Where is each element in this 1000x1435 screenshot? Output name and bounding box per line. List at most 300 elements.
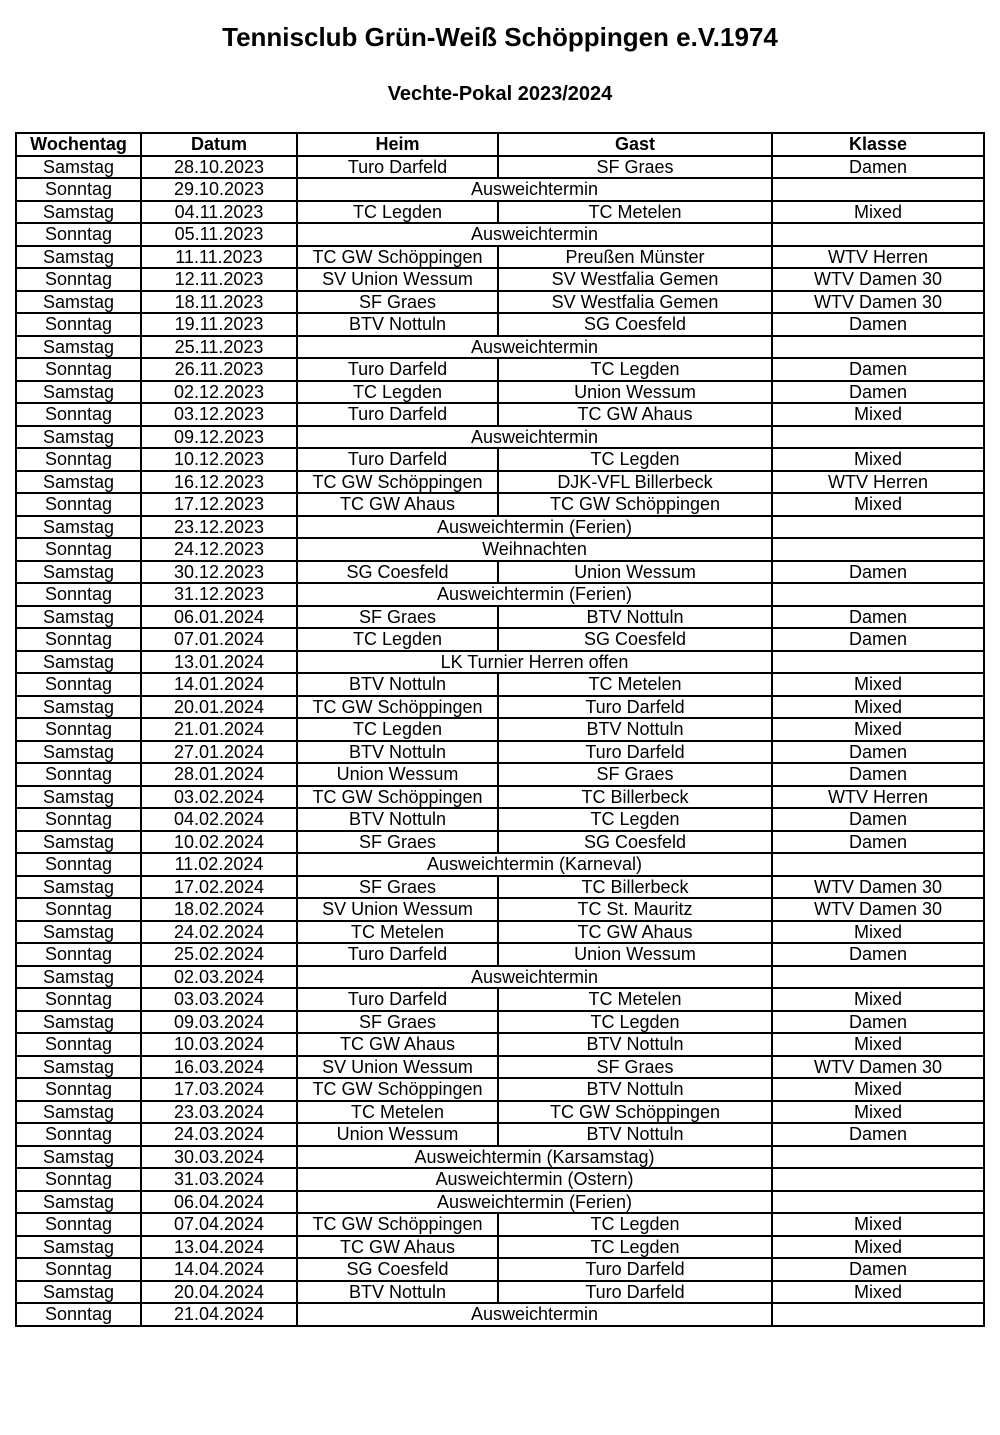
cell-datum: 27.01.2024 xyxy=(141,741,297,764)
cell-gast: TC Metelen xyxy=(498,201,772,224)
cell-heim: TC Legden xyxy=(297,201,498,224)
table-row xyxy=(16,1123,984,1146)
cell-wochentag: Sonntag xyxy=(16,448,141,471)
cell-datum: 13.04.2024 xyxy=(141,1236,297,1259)
cell-gast: TC Legden xyxy=(498,1236,772,1259)
cell-wochentag: Sonntag xyxy=(16,538,141,561)
cell-datum: 28.01.2024 xyxy=(141,763,297,786)
cell-gast: Union Wessum xyxy=(498,381,772,404)
cell-wochentag: Samstag xyxy=(16,876,141,899)
cell-gast: BTV Nottuln xyxy=(498,606,772,629)
cell-datum: 11.02.2024 xyxy=(141,853,297,876)
cell-klasse-empty xyxy=(772,1303,984,1326)
cell-gast: Preußen Münster xyxy=(498,246,772,269)
cell-klasse: Mixed xyxy=(772,448,984,471)
cell-note: Ausweichtermin (Karneval) xyxy=(297,853,772,876)
cell-datum: 14.04.2024 xyxy=(141,1258,297,1281)
cell-datum: 29.10.2023 xyxy=(141,178,297,201)
header-datum: Datum xyxy=(141,133,297,156)
cell-heim: SG Coesfeld xyxy=(297,561,498,584)
cell-wochentag: Samstag xyxy=(16,651,141,674)
cell-heim: TC GW Schöppingen xyxy=(297,1078,498,1101)
cell-klasse-empty xyxy=(772,583,984,606)
cell-heim: SF Graes xyxy=(297,1011,498,1034)
cell-klasse: Mixed xyxy=(772,696,984,719)
cell-heim: TC Legden xyxy=(297,628,498,651)
cell-heim: TC Legden xyxy=(297,718,498,741)
cell-gast: DJK-VFL Billerbeck xyxy=(498,471,772,494)
cell-klasse: Mixed xyxy=(772,673,984,696)
table-row xyxy=(16,1168,984,1191)
cell-wochentag: Samstag xyxy=(16,831,141,854)
cell-heim: TC GW Schöppingen xyxy=(297,786,498,809)
cell-wochentag: Sonntag xyxy=(16,628,141,651)
table-row xyxy=(16,763,984,786)
cell-heim: SF Graes xyxy=(297,606,498,629)
cell-datum: 02.03.2024 xyxy=(141,966,297,989)
cell-datum: 10.03.2024 xyxy=(141,1033,297,1056)
cell-klasse: WTV Herren xyxy=(772,246,984,269)
cell-wochentag: Sonntag xyxy=(16,178,141,201)
cell-klasse-empty xyxy=(772,336,984,359)
cell-wochentag: Samstag xyxy=(16,966,141,989)
cell-heim: TC GW Schöppingen xyxy=(297,696,498,719)
cell-klasse: Mixed xyxy=(772,493,984,516)
cell-note: Ausweichtermin xyxy=(297,966,772,989)
table-row xyxy=(16,921,984,944)
table-row xyxy=(16,831,984,854)
cell-gast: Turo Darfeld xyxy=(498,1281,772,1304)
cell-datum: 09.12.2023 xyxy=(141,426,297,449)
cell-heim: Turo Darfeld xyxy=(297,988,498,1011)
cell-gast: TC Legden xyxy=(498,1213,772,1236)
cell-datum: 19.11.2023 xyxy=(141,313,297,336)
cell-klasse: Mixed xyxy=(772,921,984,944)
cell-note: Ausweichtermin (Ferien) xyxy=(297,1191,772,1214)
document-subtitle: Vechte-Pokal 2023/2024 xyxy=(387,83,613,105)
cell-datum: 24.02.2024 xyxy=(141,921,297,944)
cell-datum: 21.01.2024 xyxy=(141,718,297,741)
cell-klasse: Mixed xyxy=(772,988,984,1011)
table-row xyxy=(16,876,984,899)
cell-gast: TC Legden xyxy=(498,1011,772,1034)
cell-datum: 06.01.2024 xyxy=(141,606,297,629)
cell-note: Ausweichtermin xyxy=(297,426,772,449)
cell-gast: TC GW Ahaus xyxy=(498,921,772,944)
cell-klasse: Damen xyxy=(772,741,984,764)
cell-heim: SF Graes xyxy=(297,876,498,899)
cell-heim: BTV Nottuln xyxy=(297,313,498,336)
cell-datum: 17.03.2024 xyxy=(141,1078,297,1101)
cell-klasse: Mixed xyxy=(772,1281,984,1304)
table-row xyxy=(16,718,984,741)
cell-gast: Turo Darfeld xyxy=(498,696,772,719)
cell-klasse: Mixed xyxy=(772,1101,984,1124)
cell-datum: 24.12.2023 xyxy=(141,538,297,561)
table-row xyxy=(16,1258,984,1281)
table-row xyxy=(16,516,984,539)
cell-wochentag: Sonntag xyxy=(16,583,141,606)
cell-gast: BTV Nottuln xyxy=(498,1078,772,1101)
cell-wochentag: Sonntag xyxy=(16,403,141,426)
table-row xyxy=(16,201,984,224)
cell-wochentag: Sonntag xyxy=(16,763,141,786)
cell-datum: 25.02.2024 xyxy=(141,943,297,966)
cell-datum: 28.10.2023 xyxy=(141,156,297,179)
table-row xyxy=(16,156,984,179)
cell-heim: SV Union Wessum xyxy=(297,1056,498,1079)
cell-klasse: Damen xyxy=(772,943,984,966)
cell-gast: TC GW Schöppingen xyxy=(498,493,772,516)
cell-klasse-empty xyxy=(772,223,984,246)
cell-gast: BTV Nottuln xyxy=(498,718,772,741)
cell-datum: 23.03.2024 xyxy=(141,1101,297,1124)
cell-klasse: Mixed xyxy=(772,1033,984,1056)
cell-gast: SF Graes xyxy=(498,1056,772,1079)
cell-gast: SF Graes xyxy=(498,156,772,179)
cell-gast: TC Billerbeck xyxy=(498,786,772,809)
cell-wochentag: Sonntag xyxy=(16,943,141,966)
table-row xyxy=(16,1281,984,1304)
table-row xyxy=(16,943,984,966)
cell-heim: BTV Nottuln xyxy=(297,741,498,764)
cell-heim: TC GW Schöppingen xyxy=(297,246,498,269)
table-row xyxy=(16,988,984,1011)
cell-klasse: Damen xyxy=(772,831,984,854)
schedule-body xyxy=(16,156,984,1326)
table-row xyxy=(16,651,984,674)
cell-heim: Turo Darfeld xyxy=(297,156,498,179)
cell-datum: 30.12.2023 xyxy=(141,561,297,584)
cell-klasse-empty xyxy=(772,1191,984,1214)
header-wochentag: Wochentag xyxy=(16,133,141,156)
cell-klasse: Damen xyxy=(772,808,984,831)
cell-datum: 23.12.2023 xyxy=(141,516,297,539)
cell-klasse: WTV Herren xyxy=(772,471,984,494)
cell-datum: 10.02.2024 xyxy=(141,831,297,854)
table-row xyxy=(16,471,984,494)
table-row xyxy=(16,808,984,831)
cell-heim: BTV Nottuln xyxy=(297,1281,498,1304)
cell-klasse: Mixed xyxy=(772,1213,984,1236)
cell-gast: TC Billerbeck xyxy=(498,876,772,899)
cell-klasse: Mixed xyxy=(772,1236,984,1259)
cell-wochentag: Sonntag xyxy=(16,313,141,336)
cell-note: Ausweichtermin (Ferien) xyxy=(297,583,772,606)
cell-datum: 24.03.2024 xyxy=(141,1123,297,1146)
cell-datum: 05.11.2023 xyxy=(141,223,297,246)
table-row xyxy=(16,786,984,809)
cell-wochentag: Sonntag xyxy=(16,808,141,831)
cell-heim: SV Union Wessum xyxy=(297,268,498,291)
cell-gast: Turo Darfeld xyxy=(498,1258,772,1281)
cell-heim: BTV Nottuln xyxy=(297,673,498,696)
table-row xyxy=(16,696,984,719)
cell-datum: 04.11.2023 xyxy=(141,201,297,224)
cell-heim: TC GW Ahaus xyxy=(297,493,498,516)
cell-datum: 16.12.2023 xyxy=(141,471,297,494)
cell-heim: BTV Nottuln xyxy=(297,808,498,831)
cell-wochentag: Sonntag xyxy=(16,1168,141,1191)
cell-datum: 14.01.2024 xyxy=(141,673,297,696)
header-heim: Heim xyxy=(297,133,498,156)
cell-klasse: Damen xyxy=(772,561,984,584)
cell-gast: TC GW Schöppingen xyxy=(498,1101,772,1124)
cell-wochentag: Samstag xyxy=(16,246,141,269)
cell-gast: BTV Nottuln xyxy=(498,1123,772,1146)
cell-wochentag: Samstag xyxy=(16,1056,141,1079)
cell-wochentag: Samstag xyxy=(16,381,141,404)
cell-datum: 06.04.2024 xyxy=(141,1191,297,1214)
cell-datum: 30.03.2024 xyxy=(141,1146,297,1169)
cell-note: Ausweichtermin xyxy=(297,178,772,201)
cell-klasse: Damen xyxy=(772,381,984,404)
cell-wochentag: Sonntag xyxy=(16,1258,141,1281)
cell-gast: SG Coesfeld xyxy=(498,831,772,854)
cell-klasse: WTV Damen 30 xyxy=(772,898,984,921)
table-row xyxy=(16,223,984,246)
cell-wochentag: Samstag xyxy=(16,1101,141,1124)
cell-klasse: WTV Damen 30 xyxy=(772,876,984,899)
cell-datum: 10.12.2023 xyxy=(141,448,297,471)
cell-klasse: Damen xyxy=(772,628,984,651)
cell-klasse: Damen xyxy=(772,313,984,336)
cell-datum: 18.11.2023 xyxy=(141,291,297,314)
cell-wochentag: Samstag xyxy=(16,561,141,584)
cell-wochentag: Sonntag xyxy=(16,673,141,696)
cell-heim: SV Union Wessum xyxy=(297,898,498,921)
table-row xyxy=(16,853,984,876)
table-header-row xyxy=(16,133,984,156)
cell-klasse-empty xyxy=(772,853,984,876)
table-row xyxy=(16,358,984,381)
cell-datum: 13.01.2024 xyxy=(141,651,297,674)
cell-klasse: Damen xyxy=(772,1011,984,1034)
cell-datum: 07.01.2024 xyxy=(141,628,297,651)
cell-note: Ausweichtermin xyxy=(297,223,772,246)
cell-datum: 09.03.2024 xyxy=(141,1011,297,1034)
cell-datum: 25.11.2023 xyxy=(141,336,297,359)
cell-datum: 21.04.2024 xyxy=(141,1303,297,1326)
table-row xyxy=(16,268,984,291)
cell-wochentag: Sonntag xyxy=(16,223,141,246)
table-row xyxy=(16,381,984,404)
cell-gast: TC St. Mauritz xyxy=(498,898,772,921)
cell-wochentag: Samstag xyxy=(16,786,141,809)
cell-datum: 04.02.2024 xyxy=(141,808,297,831)
cell-note: Ausweichtermin xyxy=(297,1303,772,1326)
cell-wochentag: Samstag xyxy=(16,201,141,224)
cell-heim: TC Metelen xyxy=(297,1101,498,1124)
cell-note: Ausweichtermin (Ostern) xyxy=(297,1168,772,1191)
cell-datum: 17.12.2023 xyxy=(141,493,297,516)
cell-datum: 11.11.2023 xyxy=(141,246,297,269)
cell-gast: TC Metelen xyxy=(498,673,772,696)
cell-klasse: Damen xyxy=(772,606,984,629)
cell-klasse: Mixed xyxy=(772,1078,984,1101)
cell-heim: TC GW Ahaus xyxy=(297,1033,498,1056)
cell-wochentag: Sonntag xyxy=(16,1303,141,1326)
cell-gast: Union Wessum xyxy=(498,943,772,966)
cell-wochentag: Samstag xyxy=(16,336,141,359)
cell-datum: 31.12.2023 xyxy=(141,583,297,606)
table-row xyxy=(16,673,984,696)
cell-wochentag: Samstag xyxy=(16,606,141,629)
cell-datum: 26.11.2023 xyxy=(141,358,297,381)
cell-gast: TC Legden xyxy=(498,448,772,471)
table-row xyxy=(16,583,984,606)
header-gast: Gast xyxy=(498,133,772,156)
cell-wochentag: Sonntag xyxy=(16,1033,141,1056)
cell-wochentag: Sonntag xyxy=(16,1123,141,1146)
cell-gast: SV Westfalia Gemen xyxy=(498,291,772,314)
cell-wochentag: Samstag xyxy=(16,156,141,179)
cell-heim: TC Metelen xyxy=(297,921,498,944)
cell-klasse-empty xyxy=(772,538,984,561)
table-row xyxy=(16,628,984,651)
cell-wochentag: Samstag xyxy=(16,741,141,764)
cell-klasse-empty xyxy=(772,426,984,449)
cell-heim: Turo Darfeld xyxy=(297,358,498,381)
cell-heim: Union Wessum xyxy=(297,1123,498,1146)
cell-wochentag: Sonntag xyxy=(16,1078,141,1101)
cell-wochentag: Samstag xyxy=(16,696,141,719)
cell-datum: 20.01.2024 xyxy=(141,696,297,719)
cell-klasse-empty xyxy=(772,516,984,539)
cell-gast: SG Coesfeld xyxy=(498,313,772,336)
cell-klasse: Mixed xyxy=(772,201,984,224)
cell-note: Weihnachten xyxy=(297,538,772,561)
table-row xyxy=(16,741,984,764)
table-row xyxy=(16,538,984,561)
table-row xyxy=(16,561,984,584)
table-row xyxy=(16,1011,984,1034)
cell-wochentag: Samstag xyxy=(16,1011,141,1034)
cell-klasse-empty xyxy=(772,1168,984,1191)
cell-heim: TC GW Schöppingen xyxy=(297,1213,498,1236)
cell-wochentag: Samstag xyxy=(16,921,141,944)
cell-gast: BTV Nottuln xyxy=(498,1033,772,1056)
cell-datum: 12.11.2023 xyxy=(141,268,297,291)
table-row xyxy=(16,1078,984,1101)
cell-gast: TC Legden xyxy=(498,808,772,831)
cell-gast: TC Metelen xyxy=(498,988,772,1011)
table-row xyxy=(16,493,984,516)
header-klasse: Klasse xyxy=(772,133,984,156)
cell-datum: 20.04.2024 xyxy=(141,1281,297,1304)
table-row xyxy=(16,1213,984,1236)
cell-klasse: WTV Damen 30 xyxy=(772,268,984,291)
cell-gast: TC GW Ahaus xyxy=(498,403,772,426)
cell-wochentag: Sonntag xyxy=(16,988,141,1011)
cell-wochentag: Sonntag xyxy=(16,898,141,921)
cell-wochentag: Samstag xyxy=(16,1146,141,1169)
cell-wochentag: Sonntag xyxy=(16,718,141,741)
cell-klasse-empty xyxy=(772,1146,984,1169)
cell-heim: TC GW Schöppingen xyxy=(297,471,498,494)
cell-gast: SV Westfalia Gemen xyxy=(498,268,772,291)
cell-heim: SG Coesfeld xyxy=(297,1258,498,1281)
cell-gast: SG Coesfeld xyxy=(498,628,772,651)
cell-datum: 03.02.2024 xyxy=(141,786,297,809)
cell-note: Ausweichtermin (Karsamstag) xyxy=(297,1146,772,1169)
cell-wochentag: Samstag xyxy=(16,516,141,539)
cell-wochentag: Samstag xyxy=(16,426,141,449)
cell-gast: Turo Darfeld xyxy=(498,741,772,764)
cell-klasse: WTV Damen 30 xyxy=(772,1056,984,1079)
document-title: Tennisclub Grün-Weiß Schöppingen e.V.1974 xyxy=(222,22,778,52)
cell-klasse-empty xyxy=(772,178,984,201)
cell-wochentag: Samstag xyxy=(16,1281,141,1304)
cell-datum: 31.03.2024 xyxy=(141,1168,297,1191)
cell-heim: Turo Darfeld xyxy=(297,943,498,966)
cell-datum: 07.04.2024 xyxy=(141,1213,297,1236)
cell-wochentag: Sonntag xyxy=(16,853,141,876)
table-row xyxy=(16,1056,984,1079)
cell-klasse: WTV Damen 30 xyxy=(772,291,984,314)
cell-klasse-empty xyxy=(772,651,984,674)
cell-wochentag: Samstag xyxy=(16,471,141,494)
schedule-table xyxy=(15,132,985,1327)
cell-heim: TC GW Ahaus xyxy=(297,1236,498,1259)
cell-heim: Turo Darfeld xyxy=(297,403,498,426)
table-row xyxy=(16,1303,984,1326)
cell-datum: 18.02.2024 xyxy=(141,898,297,921)
cell-klasse-empty xyxy=(772,966,984,989)
cell-wochentag: Samstag xyxy=(16,291,141,314)
cell-heim: Union Wessum xyxy=(297,763,498,786)
cell-klasse: Mixed xyxy=(772,718,984,741)
cell-klasse: WTV Herren xyxy=(772,786,984,809)
cell-heim: TC Legden xyxy=(297,381,498,404)
cell-heim: SF Graes xyxy=(297,291,498,314)
cell-wochentag: Sonntag xyxy=(16,493,141,516)
table-row xyxy=(16,898,984,921)
table-row xyxy=(16,1236,984,1259)
table-row xyxy=(16,606,984,629)
cell-note: Ausweichtermin xyxy=(297,336,772,359)
cell-klasse: Damen xyxy=(772,156,984,179)
table-row xyxy=(16,966,984,989)
cell-datum: 03.03.2024 xyxy=(141,988,297,1011)
table-row xyxy=(16,313,984,336)
table-row xyxy=(16,246,984,269)
cell-datum: 02.12.2023 xyxy=(141,381,297,404)
cell-gast: TC Legden xyxy=(498,358,772,381)
cell-klasse: Damen xyxy=(772,763,984,786)
cell-wochentag: Sonntag xyxy=(16,1213,141,1236)
table-row xyxy=(16,291,984,314)
table-row xyxy=(16,1101,984,1124)
table-row xyxy=(16,403,984,426)
cell-klasse: Damen xyxy=(772,1123,984,1146)
cell-wochentag: Sonntag xyxy=(16,358,141,381)
table-row xyxy=(16,1191,984,1214)
cell-gast: SF Graes xyxy=(498,763,772,786)
cell-note: LK Turnier Herren offen xyxy=(297,651,772,674)
cell-datum: 03.12.2023 xyxy=(141,403,297,426)
cell-wochentag: Sonntag xyxy=(16,268,141,291)
cell-note: Ausweichtermin (Ferien) xyxy=(297,516,772,539)
cell-klasse: Damen xyxy=(772,1258,984,1281)
table-row xyxy=(16,178,984,201)
cell-wochentag: Samstag xyxy=(16,1236,141,1259)
table-row xyxy=(16,448,984,471)
table-row xyxy=(16,1033,984,1056)
table-row xyxy=(16,336,984,359)
cell-klasse: Mixed xyxy=(772,403,984,426)
table-row xyxy=(16,426,984,449)
